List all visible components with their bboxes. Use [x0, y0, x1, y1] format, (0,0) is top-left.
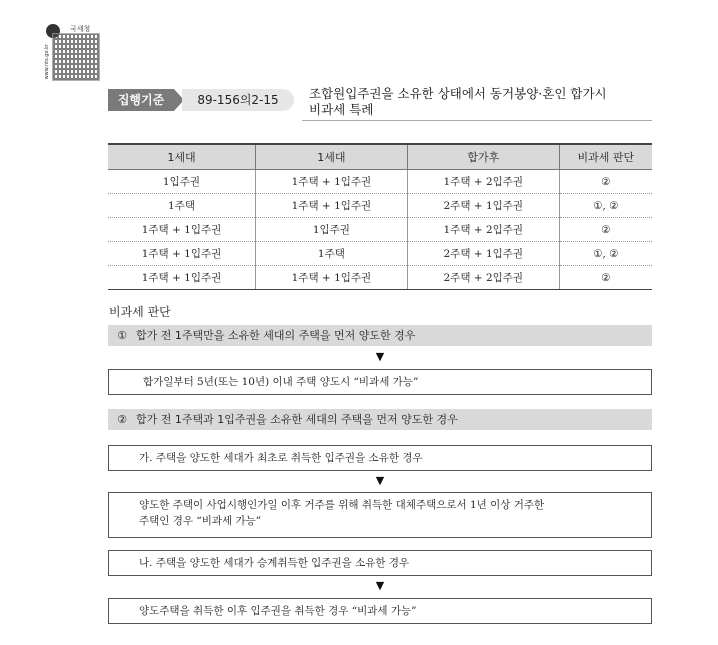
site-url: www.nts.go.kr — [44, 44, 50, 80]
title-line-1: 조합원입주권을 소유한 상태에서 동거봉양·혼인 합가시 — [309, 86, 607, 101]
header-household-2: 1세대 — [255, 144, 407, 170]
table-cell: 1주택 + 1입주권 — [108, 218, 255, 242]
table-cell: 1입주권 — [255, 218, 407, 242]
table-row — [108, 266, 652, 290]
category-badge: 집행기준 — [108, 89, 174, 111]
table-cell: 1주택 + 2입주권 — [407, 218, 559, 242]
table-row — [108, 170, 652, 194]
case-table — [108, 143, 652, 290]
table-cell: ①, ② — [559, 242, 652, 266]
header-judgement: 비과세 판단 — [559, 144, 652, 170]
table-cell: 1입주권 — [108, 170, 255, 194]
table-cell: 1주택 + 1입주권 — [255, 266, 407, 290]
page-title — [309, 86, 649, 118]
table-cell: 1주택 + 1입주권 — [255, 194, 407, 218]
case-2a-condition-box — [108, 445, 652, 471]
table-cell: 1주택 + 1입주권 — [108, 266, 255, 290]
table-cell: ② — [559, 218, 652, 242]
section-heading: 비과세 판단 — [109, 305, 171, 319]
case-1-title: 합가 전 1주택만을 소유한 세대의 주택을 먼저 양도한 경우 — [136, 329, 416, 342]
table-cell: 1주택 + 2입주권 — [407, 170, 559, 194]
table-cell: 1주택 — [255, 242, 407, 266]
qr-code-icon — [52, 33, 100, 81]
table-cell: 1주택 — [108, 194, 255, 218]
table-cell: ①, ② — [559, 194, 652, 218]
rule-code: 89-156의2-15 — [182, 89, 294, 111]
case-1-number: ① — [117, 329, 127, 342]
table-row — [108, 242, 652, 266]
case-2b-result: 양도주택을 취득한 이후 입주권을 취득한 경우 “비과세 가능” — [139, 605, 417, 617]
down-arrow-icon: ▼ — [375, 350, 385, 363]
case-1-bar — [108, 325, 652, 346]
case-2-number: ② — [117, 413, 127, 426]
table-cell: ② — [559, 170, 652, 194]
case-2a-condition: 가. 주택을 양도한 세대가 최초로 취득한 입주권을 소유한 경우 — [139, 452, 423, 464]
case-2b-result-box — [108, 598, 652, 624]
case-2b-condition-box — [108, 550, 652, 576]
brand-name: 국세청 — [70, 25, 91, 33]
header-after-merge: 합가후 — [407, 144, 559, 170]
table-cell: 2주택 + 2입주권 — [407, 266, 559, 290]
table-cell: 1주택 + 1입주권 — [255, 170, 407, 194]
table-row — [108, 218, 652, 242]
case-2a-result-line-1: 양도한 주택이 사업시행인가일 이후 거주를 위해 취득한 대체주택으로서 1년 이상 거주한 — [139, 499, 545, 511]
case-2-bar — [108, 409, 652, 430]
case-2b-condition: 나. 주택을 양도한 세대가 승계취득한 입주권을 소유한 경우 — [139, 557, 410, 569]
title-line-2: 비과세 특례 — [309, 102, 374, 117]
table-row — [108, 194, 652, 218]
table-cell: 1주택 + 1입주권 — [108, 242, 255, 266]
case-1-result: 합가일부터 5년(또는 10년) 이내 주택 양도시 “비과세 가능” — [143, 376, 419, 388]
case-2a-result-line-2: 주택인 경우 “비과세 가능” — [139, 515, 262, 527]
case-2-title: 합가 전 1주택과 1입주권을 소유한 세대의 주택을 먼저 양도한 경우 — [136, 413, 458, 426]
down-arrow-icon: ▼ — [375, 474, 385, 487]
case-1-result-box — [108, 369, 652, 395]
table-cell: 2주택 + 1입주권 — [407, 194, 559, 218]
table-cell: 2주택 + 1입주권 — [407, 242, 559, 266]
down-arrow-icon: ▼ — [375, 579, 385, 592]
case-2a-result-box — [108, 492, 652, 538]
table-cell: ② — [559, 266, 652, 290]
table-header-row — [108, 144, 652, 170]
title-underline — [302, 120, 652, 121]
header-household-1: 1세대 — [108, 144, 255, 170]
